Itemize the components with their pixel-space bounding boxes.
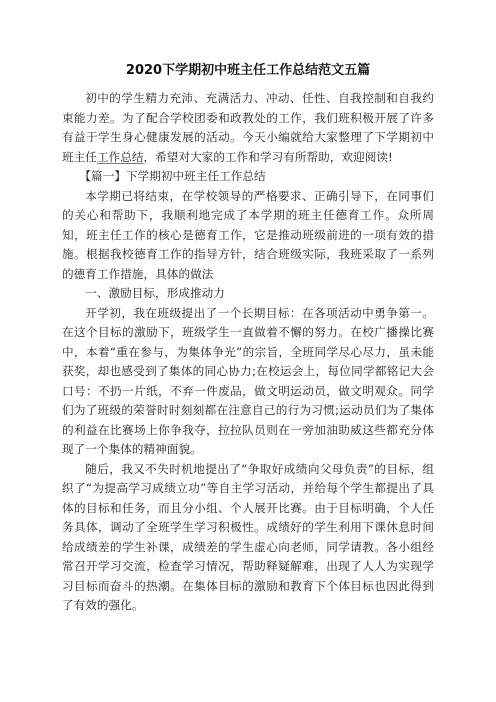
- body-paragraph-1: 本学期已将结束，在学校领导的严格要求、正确引导下，在同事们的关心和帮助下，我顺利地完成了本学期的班主任德育工作。众所周知，班主任工作的核心是德育工作，它是推动班级前进的一项有效的措施。根据我校德育工作的指导方针，结合班级实际，我班采取了一系列的德育工作措施，具体的做法: [62, 188, 434, 281]
- intro-text-before-link: 初中的学生精力充沛、充满活力、冲动、任性、自我控制和自我约束能力差。为了配合学校团委和政教处的工作，我们班积极开展了许多有益于学生身心健康发展的活动。今天小编就给大家整理了下学期初中班主任: [62, 91, 434, 164]
- subheading-incentive-goal: 一、激励目标，形成推动力: [85, 286, 225, 300]
- document-page: [62, 62, 434, 616]
- body-paragraph-2: 开学初，我在班级提出了一个长期目标：在各项活动中勇争第一。在这个目标的激励下，班级学生一直做着不懈的努力。在校广播操比赛中，本着“重在参与，为集体争光”的宗旨，全班同学尽心尽力，虽未能获奖，却也感受到了集体的同心协力;在校运会上，每位同学都铭记大会口号：不扔一片纸，不弃一件废品，做文明运动员，做文明观众。同学们为了班级的荣誉时时刻刻都在注意自己的行为习惯;运动员们为了集体的利益在比赛场上你争我夺，拉拉队员则在一旁加油助威这些都充分体现了一个集体的精神面貌。: [62, 305, 434, 456]
- work-summary-link[interactable]: 工作总结: [96, 149, 144, 164]
- section-heading: [62, 167, 434, 187]
- document-title: 2020下学期初中班主任工作总结范文五篇: [125, 63, 371, 78]
- section-heading-text: 【篇一】下学期初中班主任工作总结: [79, 169, 266, 183]
- intro-paragraph: [62, 89, 434, 167]
- intro-text-after-link: ，希望对大家的工作和学习有所帮助，欢迎阅读!: [143, 149, 393, 164]
- body-paragraph-3: 随后，我又不失时机地提出了“争取好成绩向父母负责”的目标，组织了“为提高学习成绩立功”等自主学习活动，并给每个学生都提出了具体的目标和任务，而且分小组、个人展开比赛。由于目标明确，个人任务具体，调动了全班学生学习积极性。成绩好的学生利用下课休息时间给成绩差的学生补课，成绩差的学生虚心向老师，同学请教。各小组经常召开学习交流，检查学习情况，帮助释疑解难，出现了人人为实现学习目标而奋斗的热潮。在集体目标的激励和教育下个体目标也因此得到了有效的强化。: [62, 461, 434, 612]
